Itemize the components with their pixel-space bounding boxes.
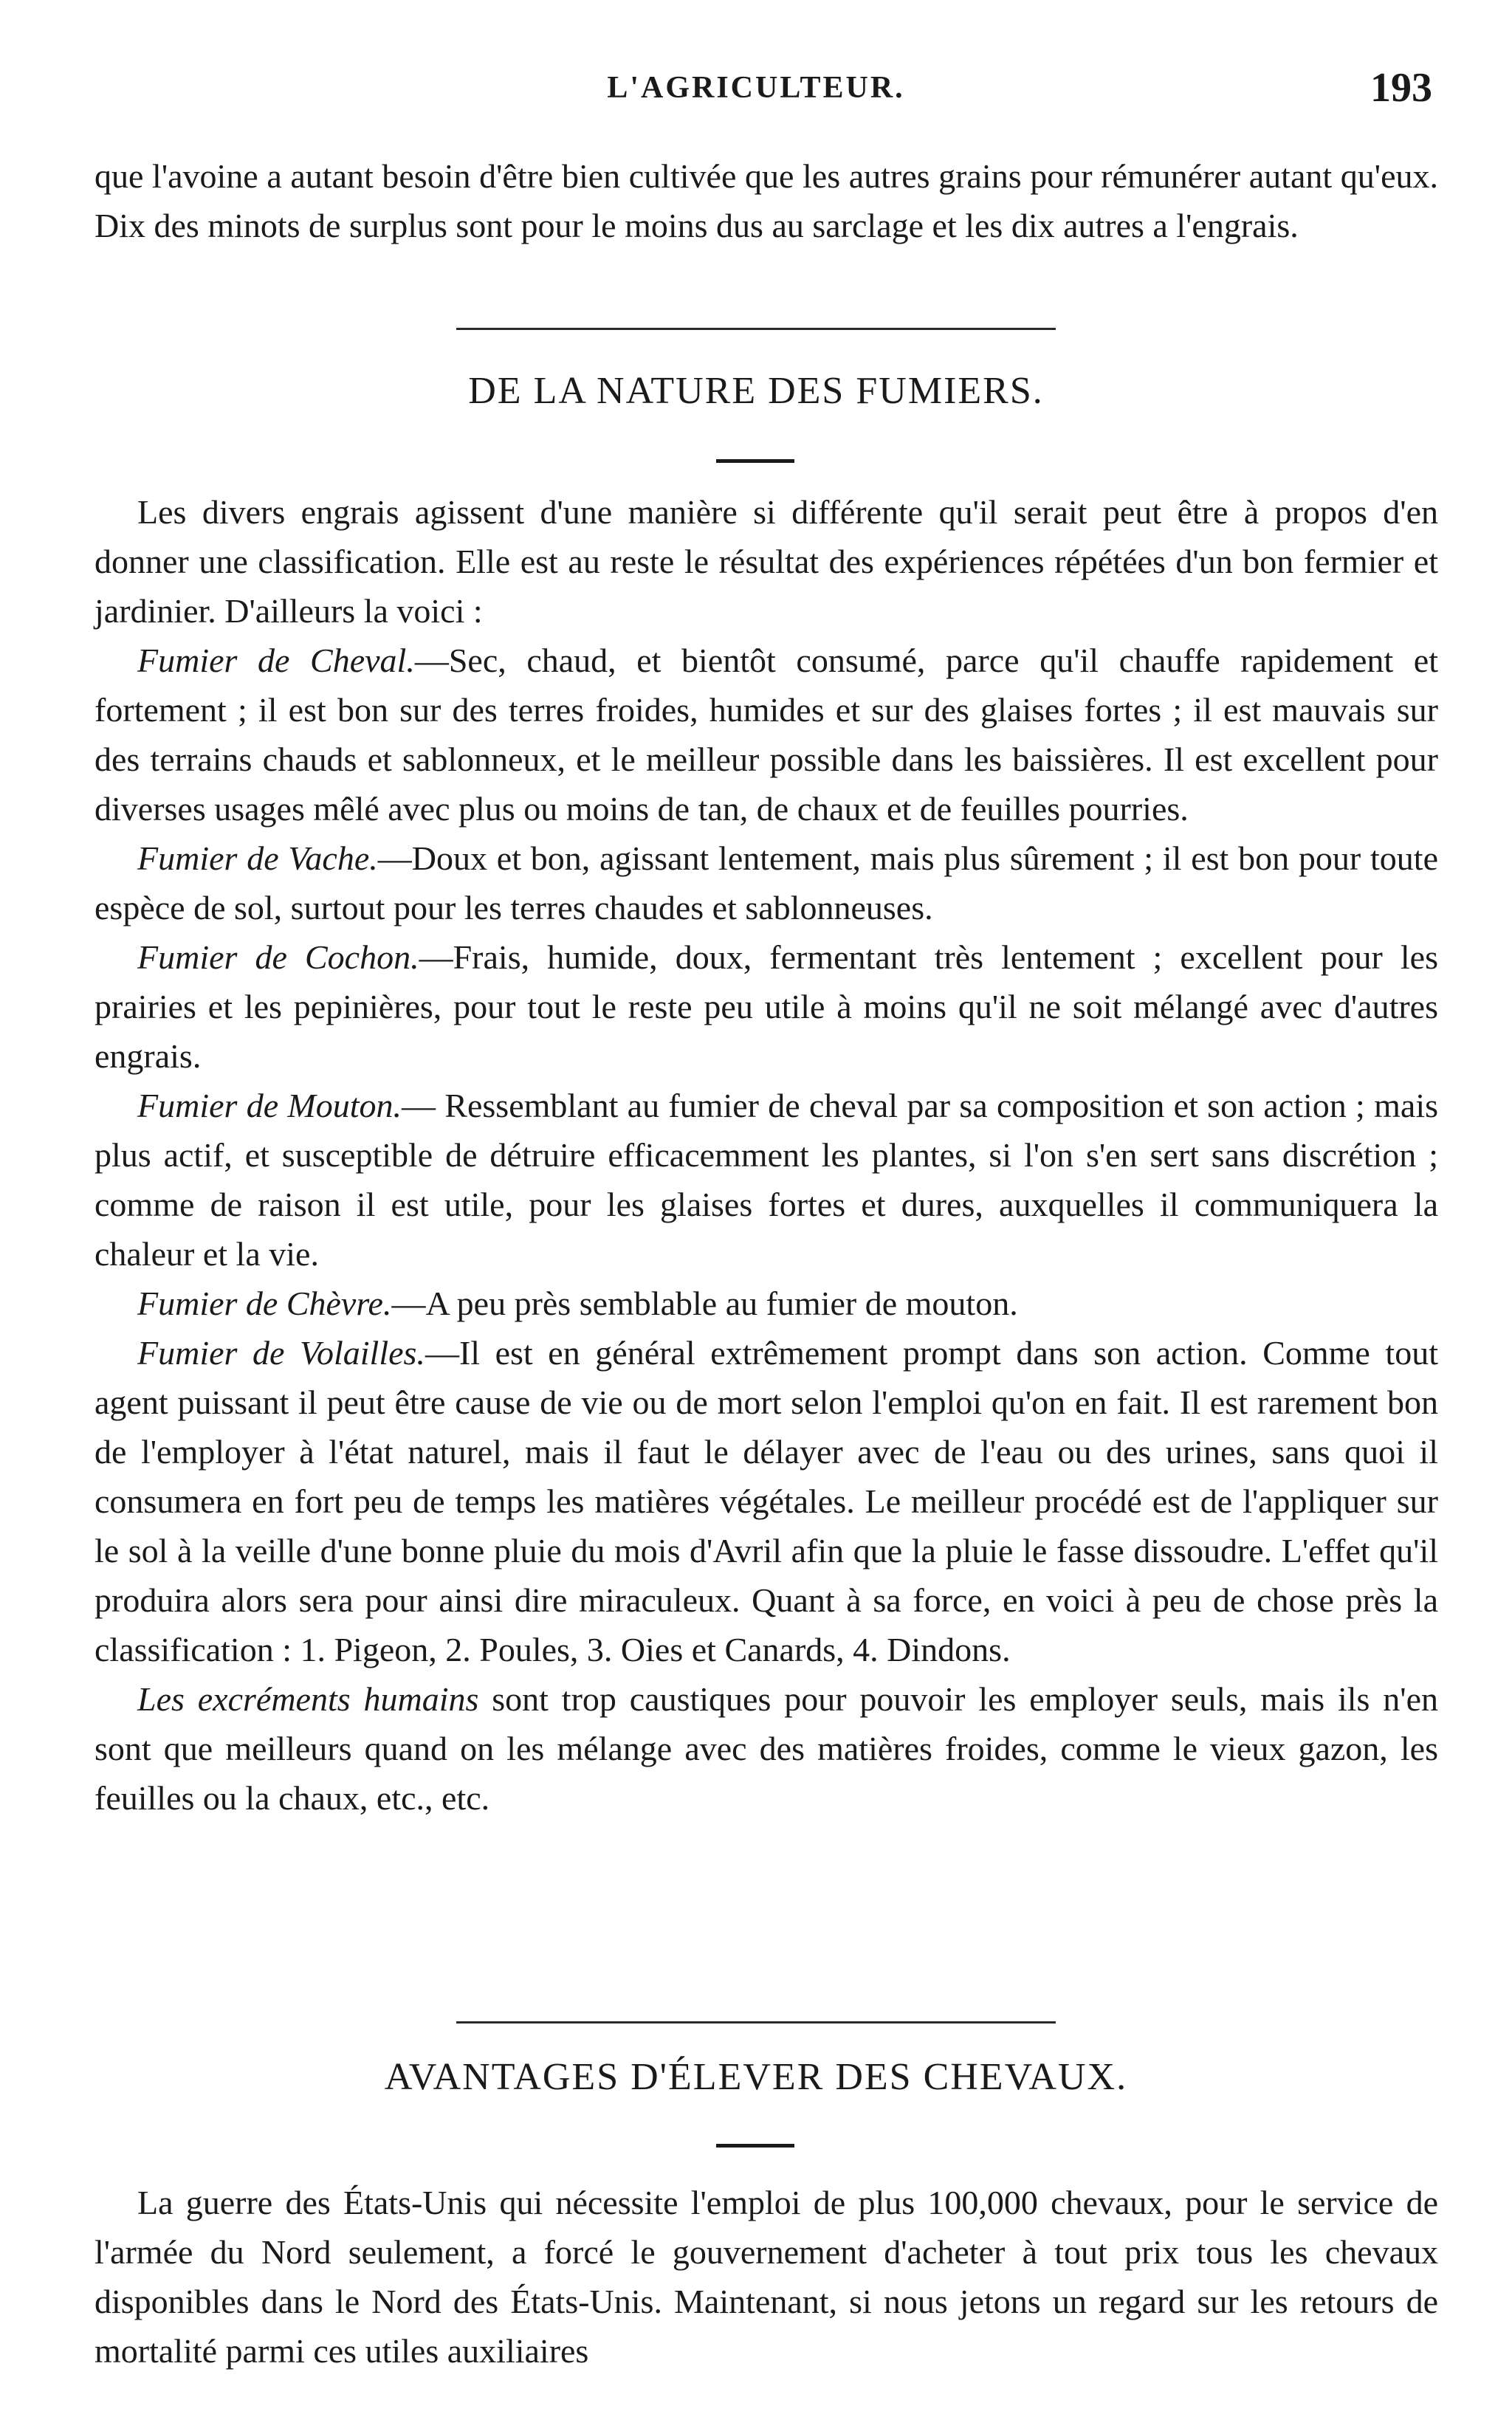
entry-cochon — [94, 932, 1438, 1081]
title-underline — [716, 2144, 794, 2148]
entry-term: Fumier de Chèvre. — [137, 1285, 392, 1322]
section-fumiers-body — [94, 487, 1438, 1823]
entry-term: Fumier de Volailles. — [137, 1334, 425, 1372]
section-intro: Les divers engrais agissent d'une manière si différente qu'il serait peut être à propos d'en donner une classification. Elle est au reste le résultat des expériences répétées d'un bon fermier et jardinier. D'ailleurs la voici : — [94, 493, 1438, 630]
section-title-chevaux: AVANTAGES D'ÉLEVER DES CHEVAUX. — [384, 2056, 1128, 2098]
entry-text: —Frais, humide, doux, fermentant très lentement ; excellent pour les prairies et les pepinières, pour tout le reste peu utile à moins qu'il ne soit mélangé avec d'autres engrais. — [94, 938, 1438, 1075]
chevaux-text: La guerre des États-Unis qui nécessite l'emploi de plus 100,000 chevaux, pour le service de l'armée du Nord seulement, a forcé le gouvernement d'acheter à tout prix tous les chevaux disponibles dans le Nord des États-Unis. Maintenant, si nous jetons un regard sur les retours de mortalité parmi ces utiles auxiliaires — [94, 2184, 1438, 2370]
entry-text: sont trop caustiques pour pouvoir les employer seuls, mais ils n'en sont que meilleurs quand on les mélange avec des matières froides, comme le vieux gazon, les feuilles ou la chaux, etc., etc. — [94, 1680, 1438, 1817]
title-underline — [716, 459, 794, 463]
entry-vache — [94, 833, 1438, 932]
section-divider — [456, 328, 1056, 330]
section-chevaux-body — [94, 2178, 1438, 2376]
entry-chevre — [94, 1279, 1438, 1328]
entry-text: —Il est en général extrêmement prompt dans son action. Comme tout agent puissant il peut être cause de vie ou de mort selon l'emploi qu'on en fait. Il est rarement bon de l'employer à l'état naturel, mais il faut le délayer avec de l'eau ou des urines, sans quoi il consumera en fort peu de temps les matières végétales. Le meilleur procédé est de l'appliquer sur le sol à la veille d'une bonne pluie du mois d'Avril afin que la pluie le fasse dissoudre. L'effet qu'il produira alors sera pour ainsi dire miraculeux. Quant à sa force, en voici à peu de chose près la classification : 1. Pigeon, 2. Poules, 3. Oies et Canards, 4. Dindons. — [94, 1334, 1438, 1668]
entry-text: —A peu près semblable au fumier de mouton. — [391, 1285, 1018, 1322]
running-head — [0, 65, 1512, 122]
entry-term: Les excréments humains — [137, 1680, 479, 1718]
entry-volailles — [94, 1328, 1438, 1674]
page-number: 193 — [1370, 65, 1432, 111]
section-divider — [456, 2021, 1056, 2023]
entry-cheval — [94, 636, 1438, 833]
entry-text: —Doux et bon, agissant lentement, mais plus sûrement ; il est bon pour toute espèce de sol, surtout pour les terres chaudes et sablonneuses. — [94, 839, 1438, 926]
entry-term: Fumier de Mouton. — [137, 1087, 402, 1124]
intro-paragraph — [94, 151, 1438, 250]
intro-text: que l'avoine a autant besoin d'être bien cultivée que les autres grains pour rémunérer autant qu'eux. Dix des minots de surplus sont pour le moins dus au sarclage et les dix autres a l'engrais. — [94, 157, 1438, 244]
entry-term: Fumier de Cochon. — [137, 938, 419, 976]
entry-term: Fumier de Vache. — [137, 839, 378, 877]
section-title-fumiers: DE LA NATURE DES FUMIERS. — [468, 370, 1044, 412]
entry-text: — Ressemblant au fumier de cheval par sa composition et son action ; mais plus actif, et susceptible de détruire efficacemment les plantes, si l'on s'en sert sans discrétion ; comme de raison il est utile, pour les glaises fortes et dures, auxquelles il communiquera la chaleur et la vie. — [94, 1087, 1438, 1273]
entry-mouton — [94, 1081, 1438, 1279]
entry-text: —Sec, chaud, et bientôt consumé, parce qu'il chauffe rapidement et fortement ; il est bon sur des terres froides, humides et sur des glaises fortes ; il est mauvais sur des terrains chauds et sablonneux, et le meilleur possible dans les baissières. Il est excellent pour diverses usages mêlé avec plus ou moins de tan, de chaux et de feuilles pourries. — [94, 642, 1438, 828]
entry-humains — [94, 1674, 1438, 1823]
running-title: L'AGRICULTEUR. — [607, 71, 905, 105]
entry-term: Fumier de Cheval. — [137, 642, 415, 679]
